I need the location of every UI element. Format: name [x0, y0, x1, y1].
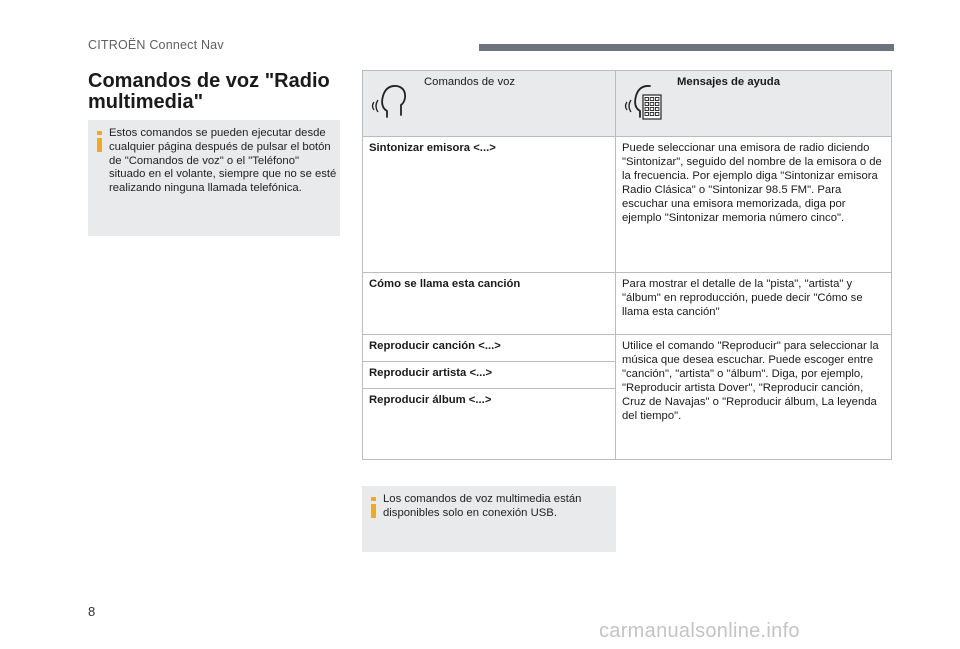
voice-keypad-icon [624, 81, 662, 123]
table-row [363, 137, 892, 273]
info-icon [371, 497, 376, 501]
table-header-help-label: Mensajes de ayuda [677, 76, 780, 88]
header-label: CITROËN Connect Nav [88, 38, 224, 52]
table-row [363, 273, 892, 335]
info-note-text: Estos comandos se pueden ejecutar desde cualquier página después de pulsar el botón de "Comandos de voz" o el "Teléfono" situado en el volante, siempre que no se esté realizando ninguna llamada telefónica. [109, 127, 337, 195]
help-cell: Puede seleccionar una emisora de radio diciendo "Sintonizar", seguido del nombre de la emisora o de la frecuencia. Por ejemplo diga "Sintonizar emisora Radio Clásica" o "Sintonizar 98.5 FM". Para escuchar una emisora memorizada, diga por ejemplo "Sintonizar memoria número cinco". [616, 137, 892, 273]
voice-commands-table [362, 70, 892, 460]
info-icon-bar [371, 504, 376, 518]
watermark: carmanualsonline.info [599, 620, 800, 642]
command-cell: Sintonizar emisora <...> [363, 137, 616, 273]
info-note-top [88, 120, 340, 236]
table-row [363, 335, 892, 362]
header-bar [479, 44, 894, 51]
command-cell: Reproducir canción <...> [363, 335, 616, 362]
help-cell: Utilice el comando "Reproducir" para seleccionar la música que desea escuchar. Puede escoger entre "canción", "artista" o "álbum". Diga, por ejemplo, "Reproducir artista Dover", "Reproducir canción, Cruz de Navajas" o "Reproducir álbum, La leyenda del tiempo". [616, 335, 892, 460]
table-header-help [616, 71, 892, 137]
info-note-bottom [362, 486, 616, 552]
command-cell: Reproducir artista <...> [363, 362, 616, 389]
info-note-text: Los comandos de voz multimedia están disponibles solo en conexión USB. [383, 493, 582, 519]
table-header-commands-label: Comandos de voz [424, 76, 516, 88]
command-cell: Cómo se llama esta canción [363, 273, 616, 335]
table-header-commands [363, 71, 616, 137]
command-cell: Reproducir álbum <...> [363, 389, 616, 460]
page-title: Comandos de voz "Radio multimedia" [88, 70, 330, 113]
info-icon [97, 131, 102, 135]
info-icon-bar [97, 138, 102, 152]
voice-command-icon [371, 81, 409, 123]
page-number: 8 [88, 604, 96, 619]
help-cell: Para mostrar el detalle de la "pista", "artista" y "álbum" en reproducción, puede decir "Cómo se llama esta canción" [616, 273, 892, 335]
